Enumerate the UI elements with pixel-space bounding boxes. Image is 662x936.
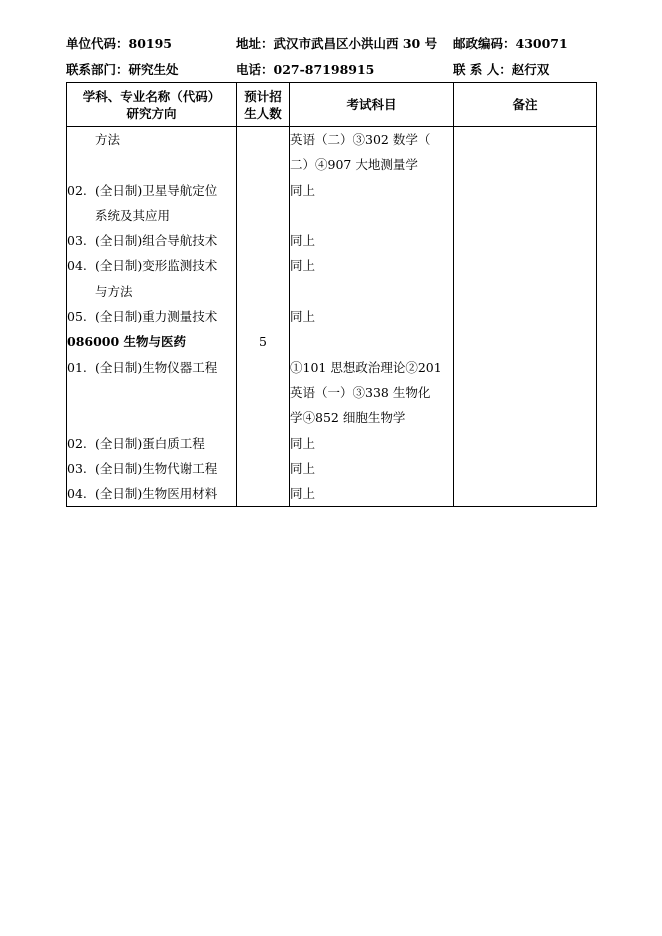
exam-subjects: 同上: [290, 228, 454, 253]
admissions-table: [66, 82, 597, 507]
exam-subjects: [290, 279, 454, 304]
exam-subjects: 英语（一）③338 生物化: [290, 380, 454, 405]
exam-subjects: 同上: [290, 481, 454, 507]
direction-number: 05.: [67, 309, 87, 325]
remarks: [454, 329, 597, 354]
major-direction-cell: [67, 127, 237, 153]
table-row: [67, 355, 597, 380]
column-header-enrollment: [237, 83, 290, 127]
table-row: [67, 380, 597, 405]
direction-number: 03.: [67, 460, 87, 476]
enrollment-count: [237, 304, 290, 329]
direction-number: 04.: [67, 258, 87, 274]
remarks: [454, 405, 597, 430]
enrollment-count: [237, 178, 290, 203]
column-header-exam-subjects: 考试科目: [290, 83, 454, 127]
remarks: [454, 431, 597, 456]
major-direction-cell: [67, 178, 237, 203]
unit-code: 单位代码：80195: [66, 36, 172, 51]
major-direction-cell: [67, 405, 237, 430]
direction-name: (全日制)重力测量技术: [95, 309, 218, 325]
remarks: [454, 203, 597, 228]
postal-code: 邮政编码：430071: [453, 36, 568, 51]
exam-subjects: 同上: [290, 178, 454, 203]
remarks: [454, 253, 597, 278]
major-direction-cell: [67, 481, 237, 507]
enrollment-count: [237, 279, 290, 304]
table-row: [67, 456, 597, 481]
enrollment-count: [237, 405, 290, 430]
exam-subjects: 同上: [290, 253, 454, 278]
contact-department: 联系部门：研究生处: [66, 62, 179, 77]
column-header-remarks: 备注: [454, 83, 597, 127]
remarks: [454, 228, 597, 253]
table-row: [67, 127, 597, 153]
exam-subjects: 二）④907 大地测量学: [290, 152, 454, 177]
remarks: [454, 380, 597, 405]
enrollment-count: [237, 127, 290, 153]
major-direction-cell: [67, 431, 237, 456]
exam-subjects: ①101 思想政治理论②201: [290, 355, 454, 380]
exam-subjects: [290, 203, 454, 228]
column-header-enrollment-line2: 生人数: [244, 105, 282, 121]
major-direction-cell: [67, 304, 237, 329]
address: 地址：武汉市武昌区小洪山西 30 号: [236, 36, 438, 51]
major-direction-cell: [67, 329, 237, 354]
direction-name: (全日制)生物代谢工程: [95, 460, 218, 476]
table-row: [67, 279, 597, 304]
enrollment-count: [237, 253, 290, 278]
direction-name: (全日制)变形监测技术: [95, 258, 218, 274]
enrollment-count: [237, 481, 290, 507]
exam-subjects: [290, 329, 454, 354]
direction-name: (全日制)生物仪器工程: [95, 359, 218, 375]
exam-subjects: 同上: [290, 456, 454, 481]
contact-person: 联 系 人：赵行双: [453, 62, 550, 77]
remarks: [454, 456, 597, 481]
remarks: [454, 355, 597, 380]
major-direction-cell: [67, 152, 237, 177]
major-direction-cell: [67, 355, 237, 380]
table-row: [67, 431, 597, 456]
major-name: 086000 生物与医药: [67, 334, 187, 350]
enrollment-count: [237, 355, 290, 380]
direction-number: 03.: [67, 233, 87, 249]
enrollment-count: [237, 203, 290, 228]
enrollment-count: [237, 431, 290, 456]
exam-subjects: 同上: [290, 431, 454, 456]
table-row: [67, 228, 597, 253]
major-direction-cell: [67, 380, 237, 405]
table-row: [67, 481, 597, 507]
enrollment-count: [237, 456, 290, 481]
column-header-major-line2: 研究方向: [126, 105, 177, 121]
exam-subjects: 同上: [290, 304, 454, 329]
table-row: [67, 178, 597, 203]
table-row: [67, 253, 597, 278]
enrollment-count: 5: [237, 329, 290, 354]
column-header-enrollment-line1: 预计招: [244, 88, 282, 104]
remarks: [454, 279, 597, 304]
major-direction-cell: [67, 456, 237, 481]
direction-name: (全日制)组合导航技术: [95, 233, 218, 249]
remarks: [454, 152, 597, 177]
exam-subjects: 英语（二）③302 数学（: [290, 127, 454, 153]
remarks: [454, 481, 597, 507]
major-direction-cell: [67, 228, 237, 253]
direction-number: 02.: [67, 435, 87, 451]
direction-name: 系统及其应用: [95, 207, 171, 223]
table-row: [67, 405, 597, 430]
table-row: [67, 152, 597, 177]
direction-name: 方法: [95, 132, 121, 147]
direction-number: 02.: [67, 182, 87, 198]
table-row: [67, 329, 597, 354]
column-header-major-line1: 学科、专业名称（代码）: [82, 88, 221, 104]
table-row: [67, 304, 597, 329]
table-row: [67, 203, 597, 228]
direction-name: (全日制)生物医用材料: [95, 486, 218, 502]
enrollment-count: [237, 228, 290, 253]
major-direction-cell: [67, 203, 237, 228]
table-header-row: [67, 83, 597, 127]
direction-name: 与方法: [95, 283, 133, 299]
direction-number: 04.: [67, 486, 87, 502]
exam-subjects: 学④852 细胞生物学: [290, 405, 454, 430]
direction-number: 01.: [67, 359, 87, 375]
remarks: [454, 304, 597, 329]
direction-name: (全日制)卫星导航定位: [95, 182, 218, 198]
major-direction-cell: [67, 279, 237, 304]
remarks: [454, 178, 597, 203]
phone: 电话：027-87198915: [236, 62, 375, 77]
remarks: [454, 127, 597, 153]
column-header-major: [67, 83, 237, 127]
major-direction-cell: [67, 253, 237, 278]
enrollment-count: [237, 152, 290, 177]
direction-name: (全日制)蛋白质工程: [95, 435, 205, 451]
enrollment-count: [237, 380, 290, 405]
